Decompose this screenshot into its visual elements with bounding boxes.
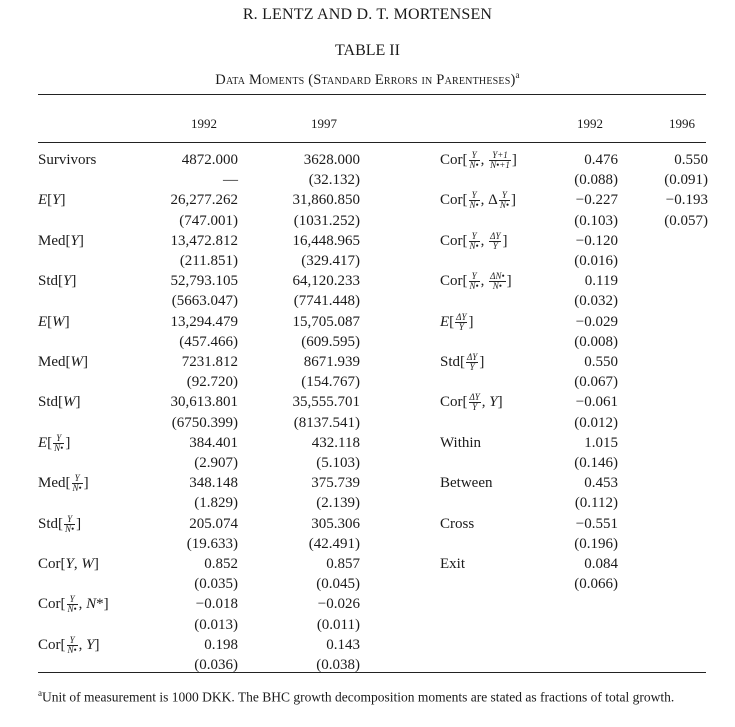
- footnote-mark: a: [38, 688, 42, 698]
- left-cell-value: (6750.399): [171, 414, 238, 431]
- table-bottom-rule: [38, 672, 706, 673]
- right-cell-value: (0.066): [574, 576, 618, 593]
- left-cell-value: —: [223, 172, 238, 189]
- left-cell-value: (7741.448): [293, 293, 360, 310]
- left-cell-value: (0.011): [316, 616, 360, 633]
- left-row-label: Med[ $\frac{Y}{N•}$ ]: [38, 473, 89, 494]
- right-cell-value: (0.067): [574, 374, 618, 391]
- right-cell-value: 0.119: [584, 273, 618, 290]
- left-cell-value: (42.491): [308, 535, 360, 552]
- right-cell-value: −0.227: [575, 192, 618, 209]
- left-cell-value: 15,705.087: [292, 313, 360, 330]
- left-row-label: Med[Y]: [38, 232, 84, 249]
- left-cell-value: (154.767): [301, 374, 360, 391]
- left-row-label: Med[W]: [38, 354, 88, 370]
- right-row-label: Within: [440, 434, 482, 451]
- right-cell-value: (0.016): [574, 253, 618, 269]
- right-cell-value: (0.146): [574, 455, 618, 471]
- right-row-label: E[ $\frac{\Delta Y}{Y}$ ]: [440, 311, 474, 332]
- table-title: TABLE II: [335, 42, 400, 59]
- left-cell-value: (0.013): [194, 616, 238, 633]
- col-header-right-1: 1992: [577, 116, 603, 131]
- right-cell-value: −0.029: [575, 313, 618, 330]
- left-row-label: Cor[ $\frac{Y}{N•}$ , N*]: [38, 594, 109, 615]
- right-cell-value: (0.057): [664, 212, 708, 229]
- left-cell-value: (329.417): [301, 253, 360, 269]
- left-cell-value: 305.306: [311, 515, 360, 532]
- right-cell-value: (0.103): [574, 212, 618, 229]
- table-header-rule: [38, 142, 706, 143]
- left-cell-value: (2.907): [194, 455, 238, 471]
- right-cell-value: (0.112): [574, 495, 618, 512]
- left-cell-value: (0.035): [194, 576, 238, 593]
- left-cell-value: 375.739: [311, 475, 360, 492]
- right-cell-value: 0.550: [584, 354, 618, 370]
- right-row-label: Between: [440, 475, 493, 492]
- left-cell-value: 0.143: [326, 636, 360, 653]
- right-row-label: Cor[ $\frac{Y}{N•}$ , $\frac{Y+1}{N•+1}$ ]: [440, 150, 517, 171]
- left-cell-value: 7231.812: [181, 354, 238, 370]
- right-cell-value: (0.091): [664, 172, 708, 189]
- left-cell-value: (0.038): [316, 657, 360, 673]
- left-cell-value: 0.852: [204, 556, 238, 572]
- caption-footnote-mark: a: [515, 70, 520, 80]
- left-cell-value: 4872.000: [181, 152, 238, 168]
- col-header-right-2: 1996: [669, 116, 695, 131]
- col-header-left-1: 1992: [191, 116, 217, 131]
- left-cell-value: (0.036): [194, 657, 238, 673]
- caption-text: Data Moments (Standard Errors in Parentheses): [215, 71, 516, 88]
- left-cell-value: (32.132): [308, 172, 360, 189]
- right-row-label: Cor[ $\frac{Y}{N•}$ , $\frac{\Delta Y}{Y}$ ]: [440, 230, 508, 251]
- footnote-text: Unit of measurement is 1000 DKK. The BHC growth decomposition moments are stated as fractions of total growth.: [42, 689, 675, 705]
- right-cell-value: 0.084: [584, 556, 618, 572]
- table-footnote: [38, 685, 710, 706]
- left-row-label: E[Y]: [38, 192, 66, 209]
- table-top-rule: [38, 94, 706, 95]
- left-cell-value: 8671.939: [303, 354, 360, 370]
- right-row-label: Exit: [440, 556, 465, 572]
- left-cell-value: (8137.541): [293, 414, 360, 431]
- left-row-label: Cor[ $\frac{Y}{N•}$ , Y]: [38, 634, 100, 655]
- col-header-left-2: 1997: [311, 116, 337, 131]
- left-row-label: Std[ $\frac{Y}{N•}$ ]: [38, 513, 82, 534]
- table-caption: [0, 70, 735, 89]
- left-cell-value: 0.198: [204, 636, 238, 653]
- left-row-label: Cor[Y, W]: [38, 556, 99, 572]
- right-cell-value: (0.012): [574, 414, 618, 431]
- right-row-label: Cor[ $\frac{Y}{N•}$ , $\frac{\Delta N•}{N•}$ ]: [440, 271, 512, 292]
- right-cell-value: 1.015: [584, 434, 618, 451]
- right-row-label: Cor[ $\frac{Y}{N•}$ , Δ $\frac{Y}{N•}$ ]: [440, 190, 516, 211]
- left-cell-value: 348.148: [189, 475, 238, 492]
- right-row-label: Cross: [440, 515, 475, 532]
- left-cell-value: 26,277.262: [170, 192, 238, 209]
- right-cell-value: 0.550: [674, 152, 708, 168]
- left-cell-value: (211.851): [179, 253, 238, 269]
- left-cell-value: (2.139): [316, 495, 360, 512]
- right-row-label: Std[ $\frac{\Delta Y}{Y}$ ]: [440, 352, 485, 373]
- left-cell-value: 13,294.479: [170, 313, 238, 330]
- left-cell-value: 16,448.965: [292, 232, 360, 249]
- left-cell-value: 31,860.850: [292, 192, 360, 209]
- left-row-label: Std[W]: [38, 394, 81, 411]
- left-cell-value: (19.633): [186, 535, 238, 552]
- left-row-label: E[W]: [38, 313, 70, 330]
- right-cell-value: (0.032): [574, 293, 618, 310]
- left-cell-value: (92.720): [186, 374, 238, 391]
- left-cell-value: (0.045): [316, 576, 360, 593]
- left-cell-value: 30,613.801: [170, 394, 238, 411]
- left-cell-value: −0.026: [317, 596, 360, 613]
- right-cell-value: −0.120: [575, 232, 618, 249]
- left-cell-value: (747.001): [179, 212, 238, 229]
- left-row-label: E[ $\frac{Y}{N•}$ ]: [38, 432, 71, 453]
- left-row-label: Std[Y]: [38, 273, 77, 290]
- right-cell-value: −0.193: [665, 192, 708, 209]
- left-cell-value: 205.074: [189, 515, 238, 532]
- left-cell-value: (1031.252): [293, 212, 360, 229]
- left-cell-value: (457.466): [179, 333, 238, 350]
- left-cell-value: (609.595): [301, 333, 360, 350]
- right-cell-value: 0.476: [584, 152, 618, 168]
- running-header: R. LENTZ AND D. T. MORTENSEN: [242, 6, 493, 23]
- left-cell-value: 384.401: [189, 434, 238, 451]
- left-cell-value: 432.118: [311, 434, 360, 451]
- left-cell-value: 13,472.812: [170, 232, 238, 249]
- right-cell-value: (0.196): [574, 535, 618, 552]
- left-cell-value: (1.829): [194, 495, 238, 512]
- left-cell-value: −0.018: [195, 596, 238, 613]
- left-cell-value: 0.857: [326, 556, 360, 572]
- right-row-label: Cor[ $\frac{\Delta Y}{Y}$ , Y]: [440, 392, 503, 413]
- left-cell-value: 52,793.105: [170, 273, 238, 290]
- left-cell-value: (5.103): [316, 455, 360, 471]
- right-cell-value: (0.088): [574, 172, 618, 189]
- left-cell-value: 3628.000: [303, 152, 360, 168]
- right-cell-value: −0.061: [575, 394, 618, 411]
- left-row-label: Survivors: [38, 152, 97, 168]
- right-cell-value: 0.453: [584, 475, 618, 492]
- left-cell-value: 35,555.701: [292, 394, 360, 411]
- right-cell-value: −0.551: [575, 515, 618, 532]
- left-cell-value: 64,120.233: [292, 273, 360, 290]
- left-cell-value: (5663.047): [171, 293, 238, 310]
- right-cell-value: (0.008): [574, 333, 618, 350]
